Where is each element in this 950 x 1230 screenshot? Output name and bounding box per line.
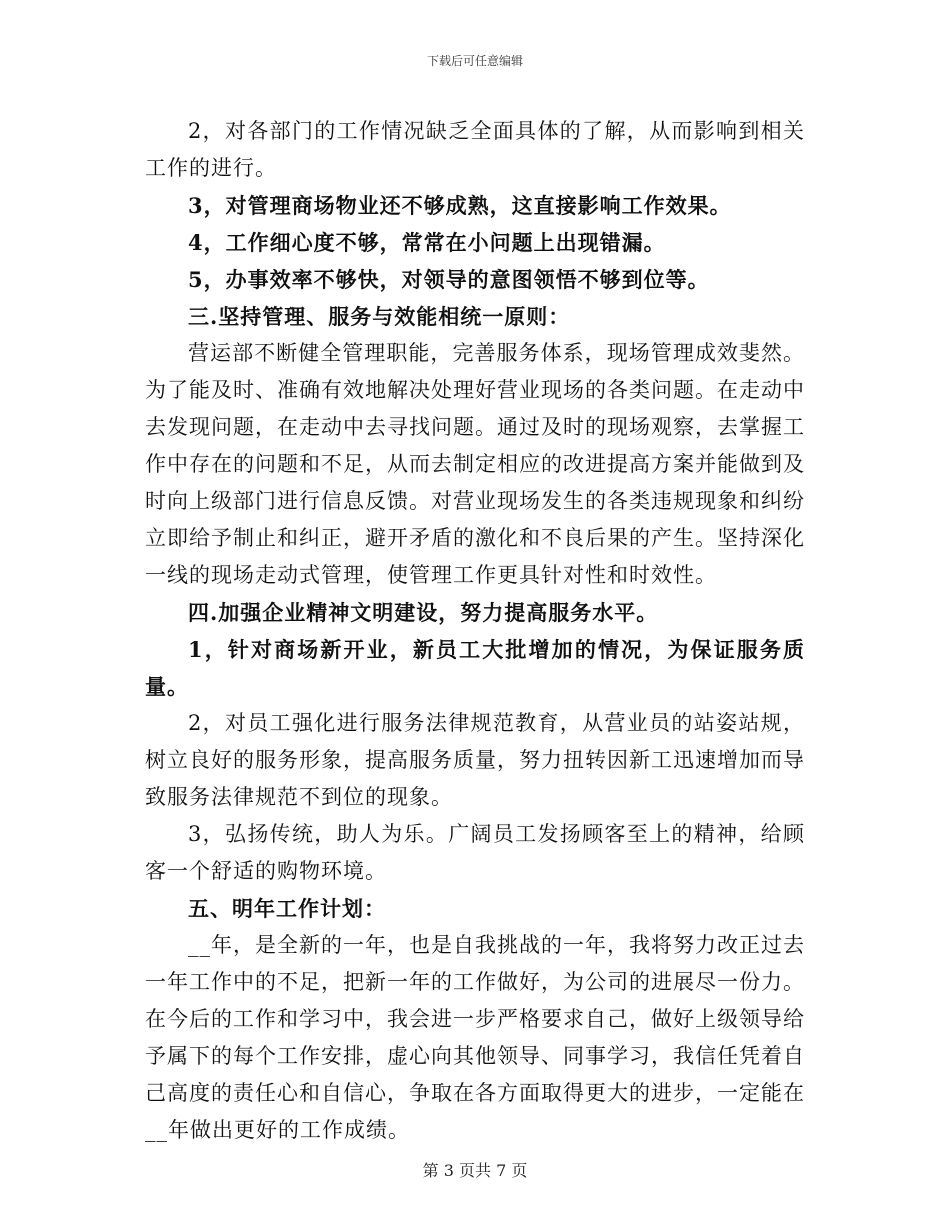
paragraph-item-1: 1，针对商场新开业，新员工大批增加的情况，为保证服务质量。 bbox=[145, 637, 805, 699]
section-heading-3: 三.坚持管理、服务与效能相统一原则： bbox=[188, 304, 571, 329]
paragraph-item-3: 3，弘扬传统，助人为乐。广阔员工发扬顾客至上的精神，给顾客一个舒适的购物环境。 bbox=[145, 822, 805, 883]
paragraph-issue-4: 4，工作细心度不够，常常在小问题上出现错漏。 bbox=[188, 230, 666, 255]
document-body bbox=[145, 113, 805, 1149]
paragraph-plan-body: __年，是全新的一年，也是自我挑战的一年，我将努力改正过去一年工作中的不足，把新一年的工作做好，为公司的进展尽一份力。在今后的工作和学习中，我会进一步严格要求自己，做好上级领导给予属下的每个工作安排，虚心向其他领导、同事学习，我信任凭着自己高度的责任心和自信心，争取在各方面取得更大的进步，一定能在__年做出更好的工作成绩。 bbox=[145, 933, 805, 1142]
section-heading-4: 四.加强企业精神文明建设，努力提高服务水平。 bbox=[188, 600, 659, 625]
paragraph-section-3-body: 营运部不断健全管理职能，完善服务体系，现场管理成效斐然。为了能及时、准确有效地解决处理好营业现场的各类问题。在走动中去发现问题，在走动中去寻找问题。通过及时的现场观察，去掌握工作中存在的问题和不足，从而去制定相应的改进提高方案并能做到及时向上级部门进行信息反馈。对营业现场发生的各类违规现象和纠纷立即给予制止和纠正，避开矛盾的激化和不良后果的产生。坚持深化一线的现场走动式管理，使管理工作更具针对性和时效性。 bbox=[145, 341, 805, 587]
paragraph-item-2: 2，对员工强化进行服务法律规范教育，从营业员的站姿站规，树立良好的服务形象，提高服务质量，努力扭转因新工迅速增加而导致服务法律规范不到位的现象。 bbox=[145, 711, 805, 809]
paragraph-issue-2: 2，对各部门的工作情况缺乏全面具体的了解，从而影响到相关工作的进行。 bbox=[145, 119, 805, 180]
paragraph-issue-5: 5，办事效率不够快，对领导的意图领悟不够到位等。 bbox=[188, 267, 710, 292]
page-header: 下载后可任意编辑 bbox=[426, 54, 523, 68]
page-footer: 第 3 页共 7 页 bbox=[422, 1161, 528, 1180]
paragraph-issue-3: 3，对管理商场物业还不够成熟，这直接影响工作效果。 bbox=[188, 193, 732, 218]
section-heading-5: 五、明年工作计划： bbox=[188, 896, 386, 921]
